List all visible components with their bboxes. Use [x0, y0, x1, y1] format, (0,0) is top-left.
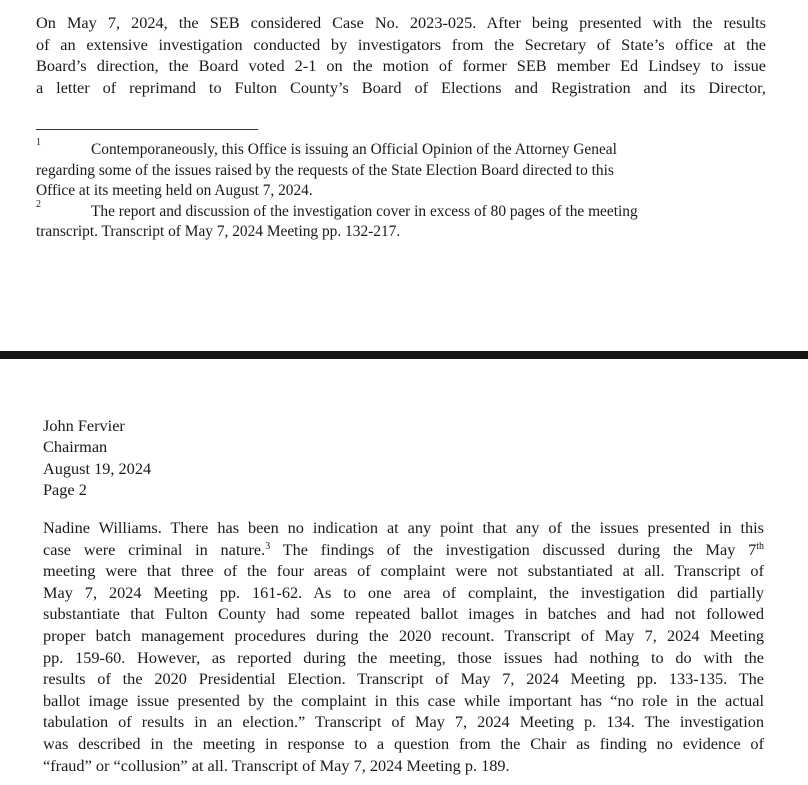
page-1-bottom	[0, 0, 808, 351]
recipient-title: Chairman	[43, 437, 108, 457]
page-number: Page 2	[43, 480, 87, 500]
footnotes	[36, 137, 766, 243]
text-line: Board’s direction, the Board voted 2-1 on the motion of former SEB member Ed Lindsey to issue	[36, 56, 766, 76]
text-segment: case were criminal in nature.	[43, 539, 266, 559]
text-line: “fraud” or “collusion” at all. Transcript of May 7, 2024 Meeting p. 189.	[43, 755, 510, 775]
page-1-paragraph	[36, 12, 766, 98]
footnote-text: Contemporaneously, this Office is issuing an Official Opinion of the Attorney Geneal	[91, 141, 617, 158]
text-line: was described in the meeting in response to a question from the Chair as finding no evidence of	[43, 733, 764, 753]
text-line: tabulation of results in an election.” Transcript of May 7, 2024 Meeting p. 134. The investigation	[43, 712, 764, 732]
page-2-top	[0, 359, 808, 785]
text-line: of an extensive investigation conducted by investigators from the Secretary of State’s office at the	[36, 34, 766, 54]
text-line: Nadine Williams. There has been no indication at any point that any of the issues presented in this	[43, 518, 764, 537]
footnote-text: The report and discussion of the investigation cover in excess of 80 pages of the meeting	[91, 202, 638, 220]
text-line: May 7, 2024 Meeting pp. 161-62. As to one area of complaint, the investigation did partially	[43, 582, 764, 602]
ordinal-suffix: th	[756, 540, 764, 552]
footnote-2-line	[36, 198, 766, 223]
footnote-2-line: transcript. Transcript of May 7, 2024 Meeting pp. 132-217.	[36, 223, 401, 241]
text-line: pp. 159-60. However, as reported during the meeting, those issues had nothing to do with the	[43, 647, 764, 667]
footnote-1-line: regarding some of the issues raised by the requests of the State Election Board directed to this	[36, 161, 614, 179]
text-line	[43, 539, 764, 561]
footnote-ref: 3	[265, 540, 271, 552]
recipient-name: John Fervier	[43, 416, 125, 435]
text-line: On May 7, 2024, the SEB considered Case No. 2023-025. After being presented with the results	[36, 13, 766, 32]
page-2-paragraph	[43, 517, 764, 776]
text-segment: The findings of the investigation discussed during the May 7	[270, 539, 757, 559]
footnote-marker: 1	[36, 137, 41, 148]
footnote-marker: 2	[36, 198, 41, 210]
footnote-1-line	[36, 137, 766, 161]
footnote-separator	[36, 129, 258, 130]
text-line: results of the 2020 Presidential Election. Transcript of May 7, 2024 Meeting pp. 133-135. The	[43, 669, 764, 689]
footnote-1-line: Office at its meeting held on August 7, 2024.	[36, 182, 313, 200]
page-break-bar	[0, 351, 808, 359]
text-line: substantiate that Fulton County had some repeated ballot images in batches and had not followed	[43, 604, 764, 624]
letter-header	[43, 415, 151, 501]
text-line: a letter of reprimand to Fulton County’s Board of Elections and Registration and its Director,	[36, 77, 766, 97]
text-line: proper batch management procedures during the 2020 recount. Transcript of May 7, 2024 Meeting	[43, 625, 764, 645]
text-line: ballot image issue presented by the complaint in this case while important has “no role in the actual	[43, 690, 764, 710]
text-line: meeting were that three of the four areas of complaint were not substantiated at all. Transcript of	[43, 561, 764, 581]
letter-date: August 19, 2024	[43, 458, 152, 478]
